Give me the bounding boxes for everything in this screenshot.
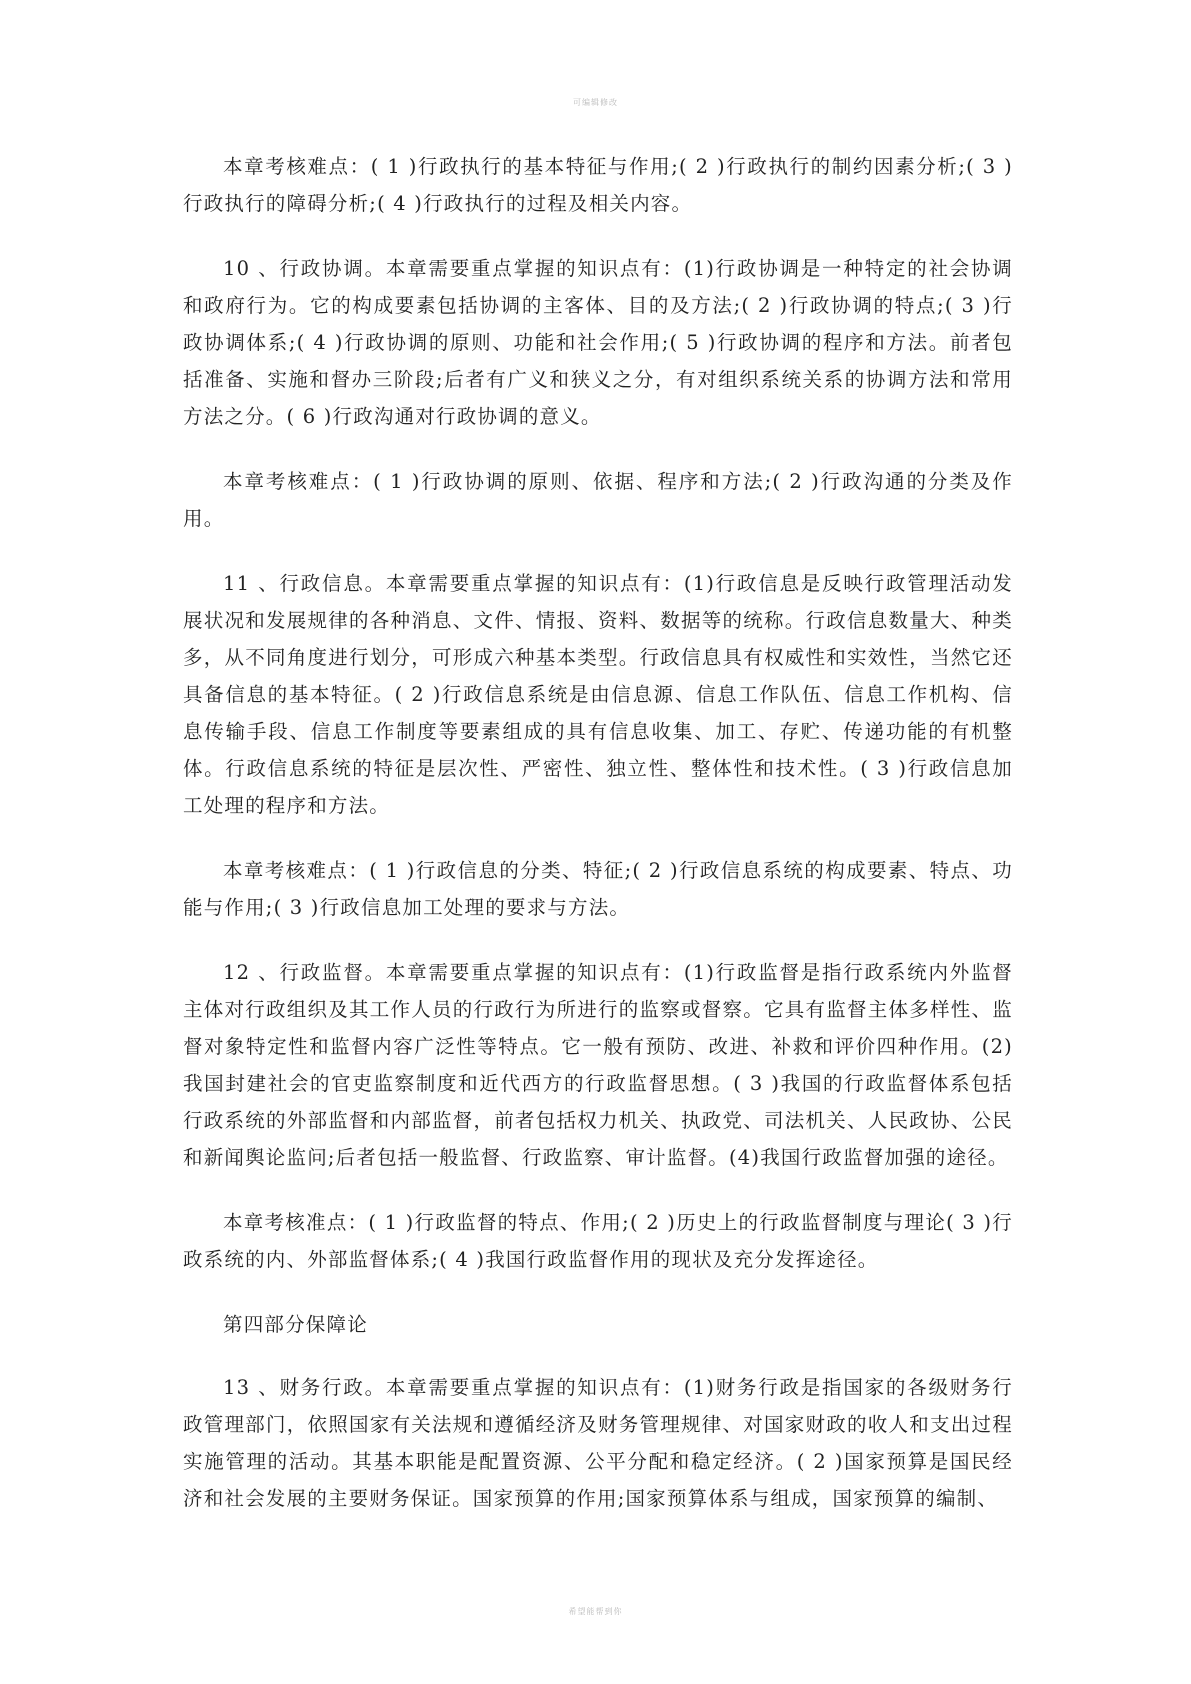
paragraph-section11-information: 11 、行政信息。本章需要重点掌握的知识点有：(1)行政信息是反映行政管理活动发展状况和发展规律的各种消息、文件、情报、资料、数据等的统称。行政信息数量大、种类多，从不同角度进行划分，可形成六种基本类型。行政信息具有权威性和实效性，当然它还具备信息的基本特征。( 2 )行政信息系统是由信息源、信息工作队伍、信息工作机构、信息传输手段、信息工作制度等要素组成的具有信息收集、加工、存贮、传递功能的有机整体。行政信息系统的特征是层次性、严密性、独立性、整体性和技术性。( 3 )行政信息加工处理的程序和方法。 [183, 572, 1013, 817]
document-body [183, 148, 1013, 1545]
paragraph-section12-supervision: 12 、行政监督。本章需要重点掌握的知识点有：(1)行政监督是指行政系统内外监督主体对行政组织及其工作人员的行政行为所进行的监察或督察。它具有监督主体多样性、监督对象特定性和监督内容广泛性等特点。它一般有预防、改进、补救和评价四种作用。(2)我国封建社会的官吏监察制度和近代西方的行政监督思想。( 3 )我国的行政监督体系包括行政系统的外部监督和内部监督，前者包括权力机关、执政党、司法机关、人民政协、公民和新闻舆论监问;后者包括一般监督、行政监察、审计监督。(4)我国行政监督加强的途径。 [183, 961, 1013, 1169]
paragraph-section10-coordination: 10 、行政协调。本章需要重点掌握的知识点有：(1)行政协调是一种特定的社会协调和政府行为。它的构成要素包括协调的主客体、目的及方法;( 2 )行政协调的特点;( 3 )行政协调体系;( 4 )行政协调的原则、功能和社会作用;( 5 )行政协调的程序和方法。前者包括准备、实施和督办三阶段;后者有广义和狭义之分，有对组织系统关系的协调方法和常用方法之分。( 6 )行政沟通对行政协调的意义。 [183, 257, 1013, 428]
paragraph-chapter10-difficulties: 本章考核难点：( 1 )行政协调的原则、依据、程序和方法;( 2 )行政沟通的分类及作用。 [183, 470, 1013, 530]
paragraph-chapter12-key-points: 本章考核准点：( 1 )行政监督的特点、作用;( 2 )历史上的行政监督制度与理论( 3 )行政系统的内、外部监督体系;( 4 )我国行政监督作用的现状及充分发挥途径。 [183, 1211, 1013, 1271]
part-four-heading: 第四部分保障论 [223, 1313, 368, 1336]
page-footer: 希望能帮到你 [568, 1607, 623, 1616]
paragraph-section13-finance: 13 、财务行政。本章需要重点掌握的知识点有：(1)财务行政是指国家的各级财务行政管理部门，依照国家有关法规和遵循经济及财务管理规律、对国家财政的收人和支出过程实施管理的活动。其基本职能是配置资源、公平分配和稳定经济。( 2 )国家预算是国民经济和社会发展的主要财务保证。国家预算的作用;国家预算体系与组成，国家预算的编制、 [183, 1376, 1013, 1510]
paragraph-chapter9-difficulties: 本章考核难点：( 1 )行政执行的基本特征与作用;( 2 )行政执行的制约因素分析;( 3 )行政执行的障碍分析;( 4 )行政执行的过程及相关内容。 [183, 155, 1013, 215]
page-header: 可编辑修改 [573, 98, 618, 107]
paragraph-chapter11-difficulties: 本章考核难点：( 1 )行政信息的分类、特征;( 2 )行政信息系统的构成要素、特点、功能与作用;( 3 )行政信息加工处理的要求与方法。 [183, 859, 1013, 919]
